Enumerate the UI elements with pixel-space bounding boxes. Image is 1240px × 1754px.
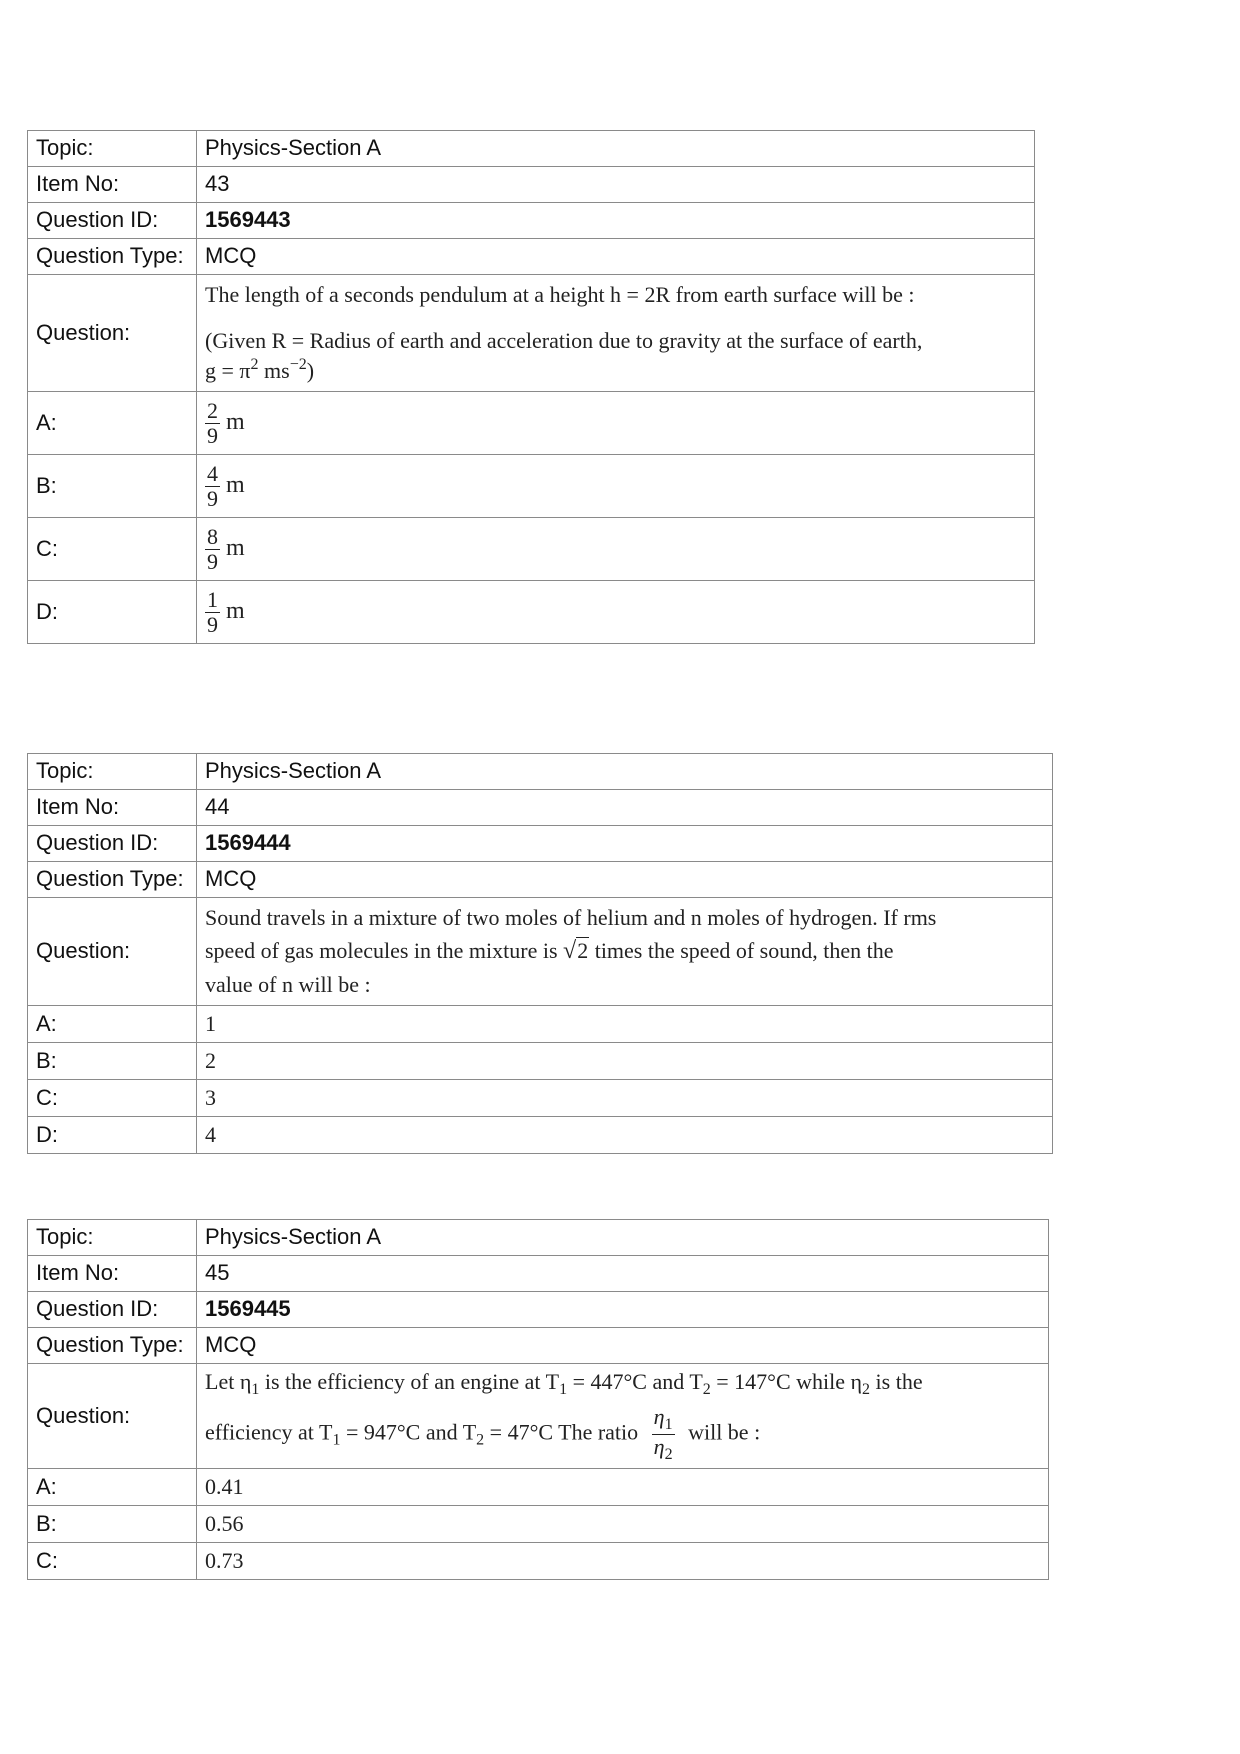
item-no-label: Item No: [28,167,197,203]
question-table-45 [27,1219,1049,1580]
ms-exponent: −2 [289,355,307,373]
question-type-value: MCQ [197,1328,1049,1364]
denominator: 9 [207,485,218,511]
option-b-value: 0.56 [197,1506,1049,1543]
unit: m [226,598,245,625]
topic-value: Physics-Section A [197,1220,1049,1256]
text: = 447°C and T [567,1368,703,1394]
subscript: 1 [332,1431,341,1449]
unit: m [226,472,245,499]
item-no-value: 43 [197,167,1035,203]
option-a-value: 0.41 [197,1469,1049,1506]
question-text [197,275,1035,392]
question-line-1 [205,1369,1040,1399]
text: is the efficiency of an engine at T [259,1368,560,1394]
question-table-43 [27,130,1035,644]
text: = 147°C while η [710,1368,863,1394]
option-a-value: 1 [197,1006,1053,1043]
option-c-value [197,518,1035,581]
denominator: 9 [207,611,218,637]
question-text [197,898,1053,1006]
option-b-value: 2 [197,1043,1053,1080]
question-id-value: 1569443 [197,203,1035,239]
subscript: 2 [862,1380,871,1398]
option-d-label: D: [28,581,197,644]
question-id-label: Question ID: [28,1292,197,1328]
numerator: 2 [207,398,218,424]
question-table-44 [27,753,1053,1154]
option-c-label: C: [28,1080,197,1117]
option-c-label: C: [28,1543,197,1580]
option-c-label: C: [28,518,197,581]
question-id-label: Question ID: [28,203,197,239]
denominator [652,1434,675,1464]
option-c-value: 3 [197,1080,1053,1117]
denominator: 9 [207,548,218,574]
square-root [563,934,589,969]
eta-symbol: η [653,1403,665,1429]
text: is the [870,1368,923,1394]
denominator: 9 [207,422,218,448]
question-line-1: Sound travels in a mixture of two moles of helium and n moles of hydrogen. If rms [205,905,937,931]
option-b-label: B: [28,1043,197,1080]
topic-label: Topic: [28,754,197,790]
question-line-3: value of n will be : [205,971,371,997]
question-type-label: Question Type: [28,862,197,898]
item-no-label: Item No: [28,790,197,826]
fraction [205,462,220,509]
question-label: Question: [28,1364,197,1469]
subscript: 1 [559,1380,568,1398]
text: will be : [682,1419,761,1445]
question-label: Question: [28,275,197,392]
numerator: 1 [207,587,218,613]
question-type-value: MCQ [197,862,1053,898]
fraction [205,588,220,635]
eta-symbol: η [653,1433,665,1459]
question-label: Question: [28,898,197,1006]
line2-post: times the speed of sound, then the [589,938,894,964]
eta-ratio-fraction [652,1405,675,1464]
option-d-value: 4 [197,1117,1053,1154]
text: Let η [205,1368,252,1394]
option-b-value [197,455,1035,518]
subscript: 2 [664,1445,673,1463]
text: = 947°C and T [340,1419,477,1445]
radicand: 2 [577,938,589,964]
item-no-value: 44 [197,790,1053,826]
text: efficiency at T [205,1419,333,1445]
line2-pre: speed of gas molecules in the mixture is [205,938,564,964]
line3-pre: g = π [205,357,251,383]
question-type-value: MCQ [197,239,1035,275]
line3-post: ) [306,357,315,383]
subscript: 1 [664,1415,673,1433]
subscript: 2 [702,1380,711,1398]
option-d-label: D: [28,1117,197,1154]
question-line-1: The length of a seconds pendulum at a height h = 2R from earth surface will be : [205,281,915,307]
question-text [197,1364,1049,1469]
topic-label: Topic: [28,1220,197,1256]
text: = 47°C The ratio [484,1419,644,1445]
question-type-label: Question Type: [28,1328,197,1364]
option-b-label: B: [28,455,197,518]
numerator: 4 [207,461,218,487]
question-id-label: Question ID: [28,826,197,862]
radical-sign: √ [563,938,577,965]
unit: m [226,409,245,436]
numerator: 8 [207,524,218,550]
line3-mid: ms [258,357,290,383]
unit: m [226,535,245,562]
fraction [205,399,220,446]
item-no-value: 45 [197,1256,1049,1292]
question-line-3 [205,355,1026,384]
question-line-2 [205,934,1044,969]
question-line-2: (Given R = Radius of earth and acceleration due to gravity at the surface of earth, [205,328,923,354]
option-a-label: A: [28,392,197,455]
topic-value: Physics-Section A [197,754,1053,790]
fraction [205,525,220,572]
subscript: 2 [476,1431,485,1449]
question-id-value: 1569444 [197,826,1053,862]
question-line-2 [205,1405,1040,1464]
option-d-value [197,581,1035,644]
option-b-label: B: [28,1506,197,1543]
subscript: 1 [251,1380,260,1398]
topic-value: Physics-Section A [197,131,1035,167]
option-a-label: A: [28,1006,197,1043]
option-a-value [197,392,1035,455]
numerator [652,1405,675,1434]
question-type-label: Question Type: [28,239,197,275]
item-no-label: Item No: [28,1256,197,1292]
question-id-value: 1569445 [197,1292,1049,1328]
topic-label: Topic: [28,131,197,167]
option-a-label: A: [28,1469,197,1506]
pi-exponent: 2 [250,355,259,373]
option-c-value: 0.73 [197,1543,1049,1580]
